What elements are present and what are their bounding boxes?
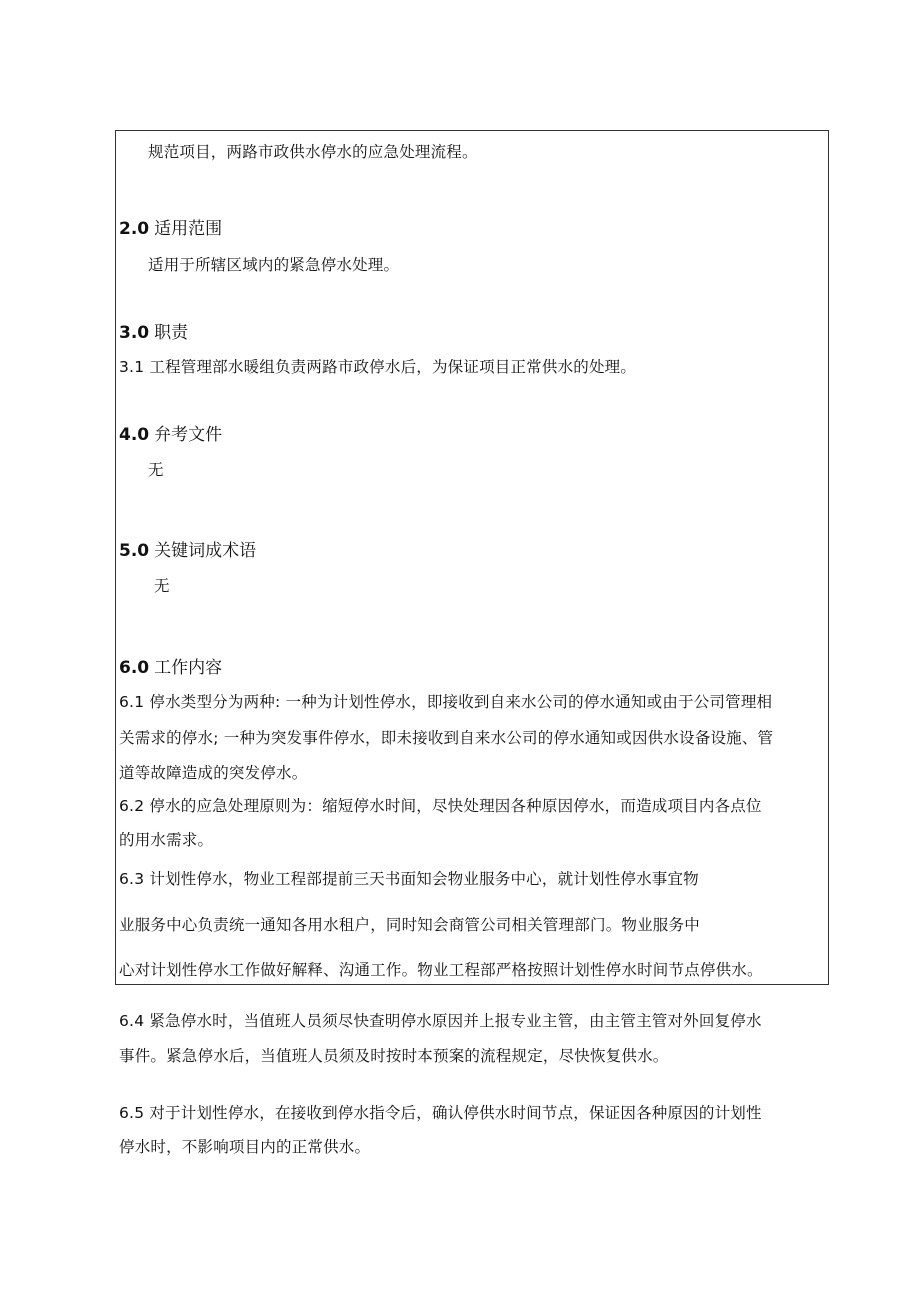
section-2-title: 适用范围 [154,219,223,239]
section-6-heading [119,657,222,679]
section-6-1-line-3: 道等故障造成的突发停水。 [119,764,308,782]
section-6-2-line-1: 6.2 停水的应急处理原则为：缩短停水时间，尽快处理因各种原因停水，而造成项目内各点位 [119,797,762,815]
section-6-1-line-1: 6.1 停水类型分为两种: 一种为计划性停水，即接收到自来水公司的停水通知或由于公司管理相 [119,693,773,711]
section-2-number: 2.0 [119,219,150,239]
section-6-3-line-2: 业服务中心负责统一通知各用水租户，同时知会商管公司相关管理部门。物业服务中 [119,916,700,934]
section-6-5-line-2: 停水时，不影响项目内的正常供水。 [119,1138,371,1156]
section-3-1-text: 3.1 工程管理部水暖组负责两路市政停水后，为保证项目正常供水的处理。 [119,358,637,376]
section-4-body: 无 [148,461,164,479]
section-6-3-line-3: 心对计划性停水工作做好解释、沟通工作。物业工程部严格按照计划性停水时间节点停供水。 [119,961,763,979]
section-5-body: 无 [154,577,170,595]
section-5-number: 5.0 [119,541,150,561]
section-3-number: 3.0 [119,323,150,343]
section-5-title: 关键词成术语 [154,541,257,561]
section-3-title: 职责 [154,323,189,343]
intro-text: 规范项目，两路市政供水停水的应急处理流程。 [148,143,478,161]
section-4-number: 4.0 [119,425,150,445]
section-5-heading [119,540,256,562]
section-6-4-line-1: 6.4 紧急停水时，当值班人员须尽快查明停水原因并上报专业主管，由主管主管对外回复停水 [119,1012,762,1030]
section-2-heading [119,218,222,240]
section-6-1-line-2: 关需求的停水; 一种为突发事件停水，即未接收到自来水公司的停水通知或因供水设备设施、管 [119,729,774,747]
section-4-title: 弁考文件 [154,425,223,445]
section-6-3-line-1: 6.3 计划性停水，物业工程部提前三天书面知会物业服务中心，就计划性停水事宜物 [119,870,699,888]
section-6-2-line-2: 的用水需求。 [119,831,214,849]
section-6-4-line-2: 事件。紧急停水后，当值班人员须及时按时本预案的流程规定，尽快恢复供水。 [119,1047,669,1065]
section-4-heading [119,424,222,446]
section-6-5-line-1: 6.5 对于计划性停水，在接收到停水指令后，确认停供水时间节点，保证因各种原因的计划性 [119,1104,762,1122]
section-6-title: 工作内容 [154,658,223,678]
section-3-heading [119,322,188,344]
section-2-body: 适用于所辖区域内的紧急停水处理。 [148,256,400,274]
section-6-number: 6.0 [119,658,150,678]
